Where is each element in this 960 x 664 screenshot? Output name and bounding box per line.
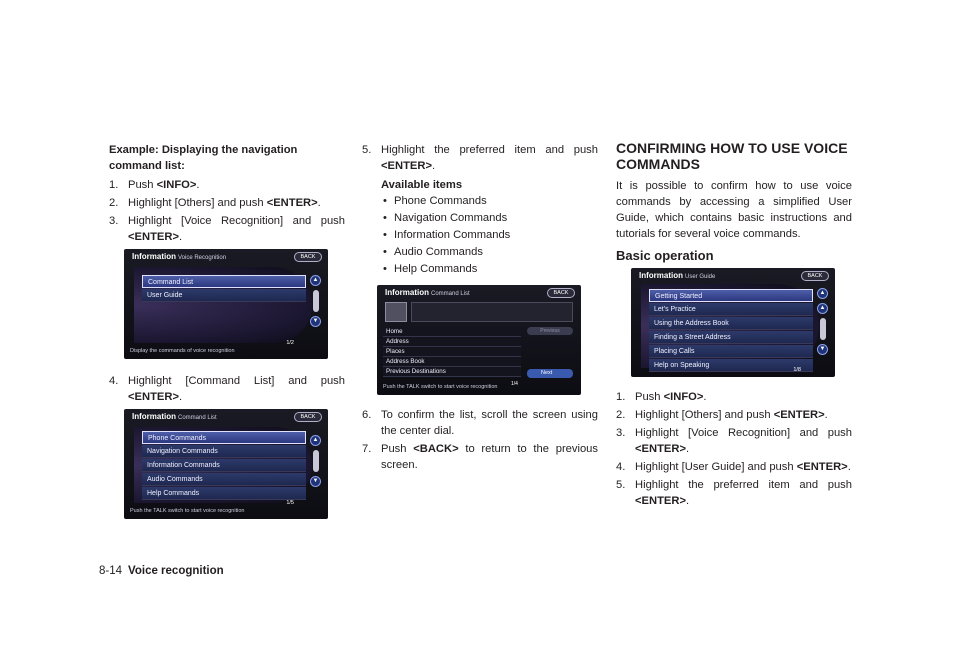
back-button[interactable]: BACK (294, 252, 322, 262)
menu-item-phone-commands[interactable]: Phone Commands (142, 431, 306, 444)
back-button[interactable]: BACK (547, 288, 575, 298)
screen-footer-text: Push the TALK switch to start voice recognition (130, 508, 245, 514)
intro-paragraph: It is possible to confirm how to use voice commands by accessing a simplified User Guide, which contains basic instructions and tutorials for several voice commands. (616, 180, 852, 240)
page-number: 8-14 (99, 565, 123, 577)
menu-item-help-commands[interactable]: Help Commands (142, 487, 306, 500)
footer-title: Voice recognition (128, 565, 224, 577)
scroll-rail[interactable] (310, 435, 322, 497)
scroll-up-icon[interactable]: ▲ (310, 435, 321, 446)
menu-item-command-list[interactable]: Command List (142, 275, 306, 288)
step-6: 6. To confirm the list, scroll the screen using the center dial. (362, 409, 598, 437)
step-3: 3. Highlight [Voice Recognition] and push <ENTER>. (109, 215, 345, 243)
back-button[interactable]: BACK (801, 271, 829, 281)
scroll-top-icon[interactable]: ▲ (817, 288, 828, 299)
left-column (109, 142, 345, 525)
available-items-heading: Available items (381, 179, 463, 191)
page-indicator: 1/4 (511, 381, 518, 387)
menu-item-lets-practice[interactable]: Let's Practice (649, 303, 813, 316)
menu-item-help-on-speaking[interactable]: Help on Speaking (649, 359, 813, 372)
list-item: • Phone Commands (362, 193, 598, 209)
page-indicator: 1/8 (793, 367, 801, 373)
step-2: 2. Highlight [Others] and push <ENTER>. (616, 409, 828, 421)
page-footer (99, 564, 224, 578)
list-item: • Information Commands (362, 227, 598, 243)
user-guide-screen (631, 268, 835, 377)
step-3: 3. Highlight [Voice Recognition] and push <ENTER>. (616, 427, 852, 455)
previous-button[interactable]: Previous (527, 327, 573, 335)
scroll-up-icon[interactable]: ▲ (310, 275, 321, 286)
scroll-rail[interactable] (310, 275, 322, 337)
screen-title: Information Voice Recognition (132, 252, 227, 261)
middle-column (362, 142, 598, 475)
page-indicator: 1/2 (286, 340, 294, 346)
subsection-heading: Basic operation (616, 248, 714, 263)
menu-item-getting-started[interactable]: Getting Started (649, 289, 813, 302)
step-1: 1. Push <INFO>. (109, 179, 200, 191)
screen-footer-text: Push the TALK switch to start voice recognition (383, 384, 498, 390)
preview-field (411, 302, 573, 322)
right-column (616, 140, 852, 511)
screen-footer-text: Display the commands of voice recognition (130, 348, 235, 354)
category-icon (385, 302, 407, 322)
next-button[interactable]: Next (527, 369, 573, 378)
list-item: • Navigation Commands (362, 210, 598, 226)
step-7: 7. Push <BACK> to return to the previous screen. (362, 443, 599, 471)
example-heading: Example: Displaying the navigation command list: (109, 144, 298, 172)
step-4: 4. Highlight [Command List] and push <ENTER>. (109, 375, 345, 403)
screen-title: Information User Guide (639, 271, 716, 280)
list-item-home[interactable]: Home (383, 327, 521, 337)
navigation-command-list-screen (377, 285, 581, 395)
step-4: 4. Highlight [User Guide] and push <ENTER>. (616, 461, 851, 473)
list-item-address-book[interactable]: Address Book (383, 357, 521, 367)
scroll-down-icon[interactable]: ▼ (817, 344, 828, 355)
menu-item-user-guide[interactable]: User Guide (142, 289, 306, 302)
screen-title: Information Command List (132, 412, 217, 421)
scroll-rail[interactable] (817, 288, 829, 372)
section-heading: CONFIRMING HOW TO USE VOICE COMMANDS (616, 140, 848, 172)
scroll-down-icon[interactable]: ▼ (310, 476, 321, 487)
menu-item-audio-commands[interactable]: Audio Commands (142, 473, 306, 486)
screen-title: Information Command List (385, 288, 470, 297)
list-item-address[interactable]: Address (383, 337, 521, 347)
menu-item-finding-a-street-address[interactable]: Finding a Street Address (649, 331, 813, 344)
menu-item-using-the-address-book[interactable]: Using the Address Book (649, 317, 813, 330)
scroll-up-icon[interactable]: ▲ (817, 303, 828, 314)
list-item: • Audio Commands (362, 244, 598, 260)
menu-item-information-commands[interactable]: Information Commands (142, 459, 306, 472)
list-item-previous-destinations[interactable]: Previous Destinations (383, 367, 521, 377)
step-2: 2. Highlight [Others] and push <ENTER>. (109, 197, 321, 209)
back-button[interactable]: BACK (294, 412, 322, 422)
scroll-down-icon[interactable]: ▼ (310, 316, 321, 327)
list-item: • Help Commands (362, 261, 598, 277)
step-1: 1. Push <INFO>. (616, 391, 707, 403)
step-5: 5. Highlight the preferred item and push <ENTER>. (616, 479, 852, 507)
menu-item-navigation-commands[interactable]: Navigation Commands (142, 445, 306, 458)
list-item-places[interactable]: Places (383, 347, 521, 357)
menu-item-placing-calls[interactable]: Placing Calls (649, 345, 813, 358)
page-indicator: 1/5 (286, 500, 294, 506)
step-5: 5. Highlight the preferred item and push <ENTER>. (362, 144, 598, 172)
voice-recognition-screen (124, 249, 328, 359)
command-list-screen (124, 409, 328, 519)
